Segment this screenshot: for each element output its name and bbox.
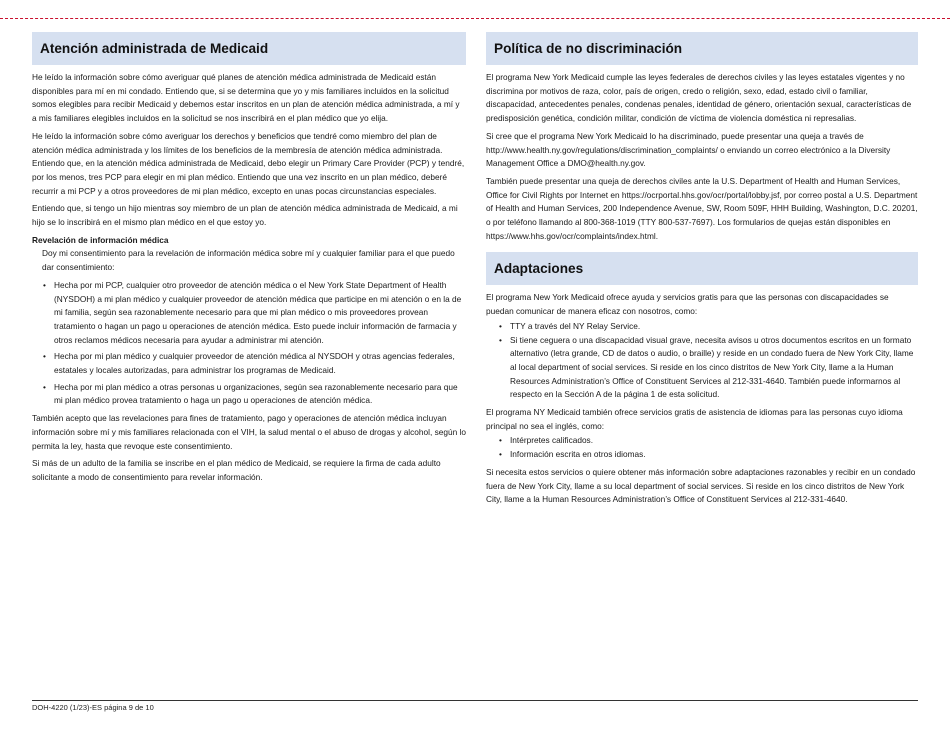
right-column bbox=[486, 32, 918, 511]
disclosure-list bbox=[32, 279, 466, 408]
paragraph: Si necesita estos servicios o quiere obtener más información sobre adaptaciones razonables y recibir en un condado fuera de New York City, llame a su local department of social services. Si reside en los cinco distritos de New York City, llame a la Human Resources Administration’s Office of Constituent Services al 212-331-4640. bbox=[486, 466, 916, 505]
list-item: • Intérpretes calificados. bbox=[498, 434, 918, 448]
list-item: • Hecha por mi plan médico a otras personas u organizaciones, según sea razonablemente necesario para que mi plan médico provea tratamiento o haga un pago u operaciones de atención médica. bbox=[42, 381, 466, 408]
language-list bbox=[486, 434, 918, 461]
nondiscrimination-heading: Política de no discriminación bbox=[486, 32, 918, 65]
accommodations-heading: Adaptaciones bbox=[486, 252, 918, 285]
left-column bbox=[32, 32, 466, 489]
paragraph: También acepto que las revelaciones para fines de tratamiento, pago y operaciones de atención médica incluyan información sobre mí y mis familiares relacionada con el VIH, la salud mental o el abuso de drogas y alcohol, según lo permita la ley, hasta que revoque este consentimiento. bbox=[32, 413, 466, 451]
paragraph: Entiendo que, si tengo un hijo mientras soy miembro de un plan de atención médica administrada de Medicaid, a mi hijo se lo inscribirá en el mismo plan médico en el que estoy yo. bbox=[32, 203, 458, 228]
paragraph: He leído la información sobre cómo averiguar qué planes de atención médica administrada de Medicaid están disponibles para mí en mi condado. Entiendo que, si se determina que yo y mis familiares incluidos en la solicitud somos elegibles para recibir Medicaid y debemos estar inscritos en un plan de atención médica administrada, a mí y a mis familiares elegibles incluidos en la solicitud se nos inscribirá en el plan médico que yo elija. bbox=[32, 72, 460, 124]
consent-intro: Doy mi consentimiento para la revelación de información médica sobre mí y cualquier familiar para el que puedo dar consentimiento: bbox=[42, 248, 455, 273]
paragraph: He leído la información sobre cómo averiguar los derechos y beneficios que tendré como miembro del plan de atención médica administrada y los límites de los beneficios de la membresía de atención médica administrada. Entiendo que, en la atención médica administrada de Medicaid, debo elegir un Primary Care Provider (PCP) y tendré, por los menos, tres PCP para elegir en mi plan médico. Entiendo que una vez inscrito en un plan médico, deberé recurrir a mi PCP y a otros proveedores de mi plan médico, excepto en unas pocas circunstancias especiales. bbox=[32, 130, 465, 196]
medicaid-managed-care-heading: Atención administrada de Medicaid bbox=[32, 32, 466, 65]
list-item: • TTY a través del NY Relay Service. bbox=[498, 320, 918, 334]
top-dashed-rule bbox=[0, 18, 950, 19]
footer-rule bbox=[32, 700, 918, 701]
paragraph: Si cree que el programa New York Medicaid lo ha discriminado, puede presentar una queja a través de http://www.health.ny.gov/regulations/discrimination_complaints/ o enviando un correo electrónico a la Diversity Management Office a DMO@health.ny.gov. bbox=[486, 130, 891, 169]
paragraph: Si más de un adulto de la familia se inscribe en el plan médico de Medicaid, se requiere la firma de cada adulto solicitante a modo de consentimiento para revelar información. bbox=[32, 458, 441, 482]
paragraph: El programa New York Medicaid ofrece ayuda y servicios gratis para que las personas con discapacidades se puedan comunicar de manera eficaz con nosotros, como: bbox=[486, 292, 889, 317]
accommodations-list bbox=[486, 320, 918, 402]
list-item: • Si tiene ceguera o una discapacidad visual grave, necesita avisos u otros documentos escritos en un formato alternativo (letra grande, CD de datos o audio, o braille) y reside en un condado fuera de New York City, llame al local department of social services. Si reside en los cinco distritos de New York City, llame a la Human Resources Administration’s Office of Constituent Services al 212-331-4640. También puede informarnos al respecto en la Sección A de la página 1 de esta solicitud. bbox=[498, 334, 918, 403]
medical-disclosure-subheading: Revelación de información médica bbox=[32, 234, 169, 245]
form-code-footer: DOH-4220 (1/23)-ES página 9 de 10 bbox=[32, 703, 154, 712]
list-item: • Información escrita en otros idiomas. bbox=[498, 448, 918, 462]
paragraph: También puede presentar una queja de derechos civiles ante la U.S. Department of Health and Human Services, Office for Civil Rights por Internet en https://ocrportal.hhs.gov/ocr/portal/lobby.jsf, por correo postal a U.S. Department of Health and Human Services, 200 Independence Avenue, SW, Room 509F, HHH Building, Washington, D.C. 20201, o por teléfono llamando al 800-368-1019 (TTY 800-537-7697). Los formularios de quejas están disponibles en https://www.hhs.gov/ocr/complaints/index.html. bbox=[486, 175, 918, 241]
list-item: • Hecha por mi plan médico y cualquier proveedor de atención médica al NYSDOH y otras agencias federales, estatales y locales autorizadas, para administrar los programas de Medicaid. bbox=[42, 350, 466, 377]
list-item: • Hecha por mi PCP, cualquier otro proveedor de atención médica o el New York State Department of Health (NYSDOH) a mi plan médico y cualquier proveedor de atención médica que participe en mi atención o en la de mi familia, según sea razonablemente necesario para que mi plan médico o mis proveedores provean tratamiento o hagan un pago u operaciones de atención médica. Esto puede incluir información de farmacia y otros reclamos médicos necesaria para ayudar a administrar mi atención. bbox=[42, 279, 466, 348]
paragraph: El programa New York Medicaid cumple las leyes federales de derechos civiles y las leyes estatales vigentes y no discrimina por motivos de raza, color, país de origen, credo o religión, sexo, edad, estado civil o familiar, discapacidad, antecedentes penales, condenas penales, identidad de género, orientación sexual, características de predisposición genética, condición militar, condición de víctima de violencia doméstica ni represalias. bbox=[486, 72, 912, 124]
paragraph: El programa NY Medicaid también ofrece servicios gratis de asistencia de idiomas para las personas cuyo idioma principal no sea el inglés, como: bbox=[486, 407, 903, 431]
